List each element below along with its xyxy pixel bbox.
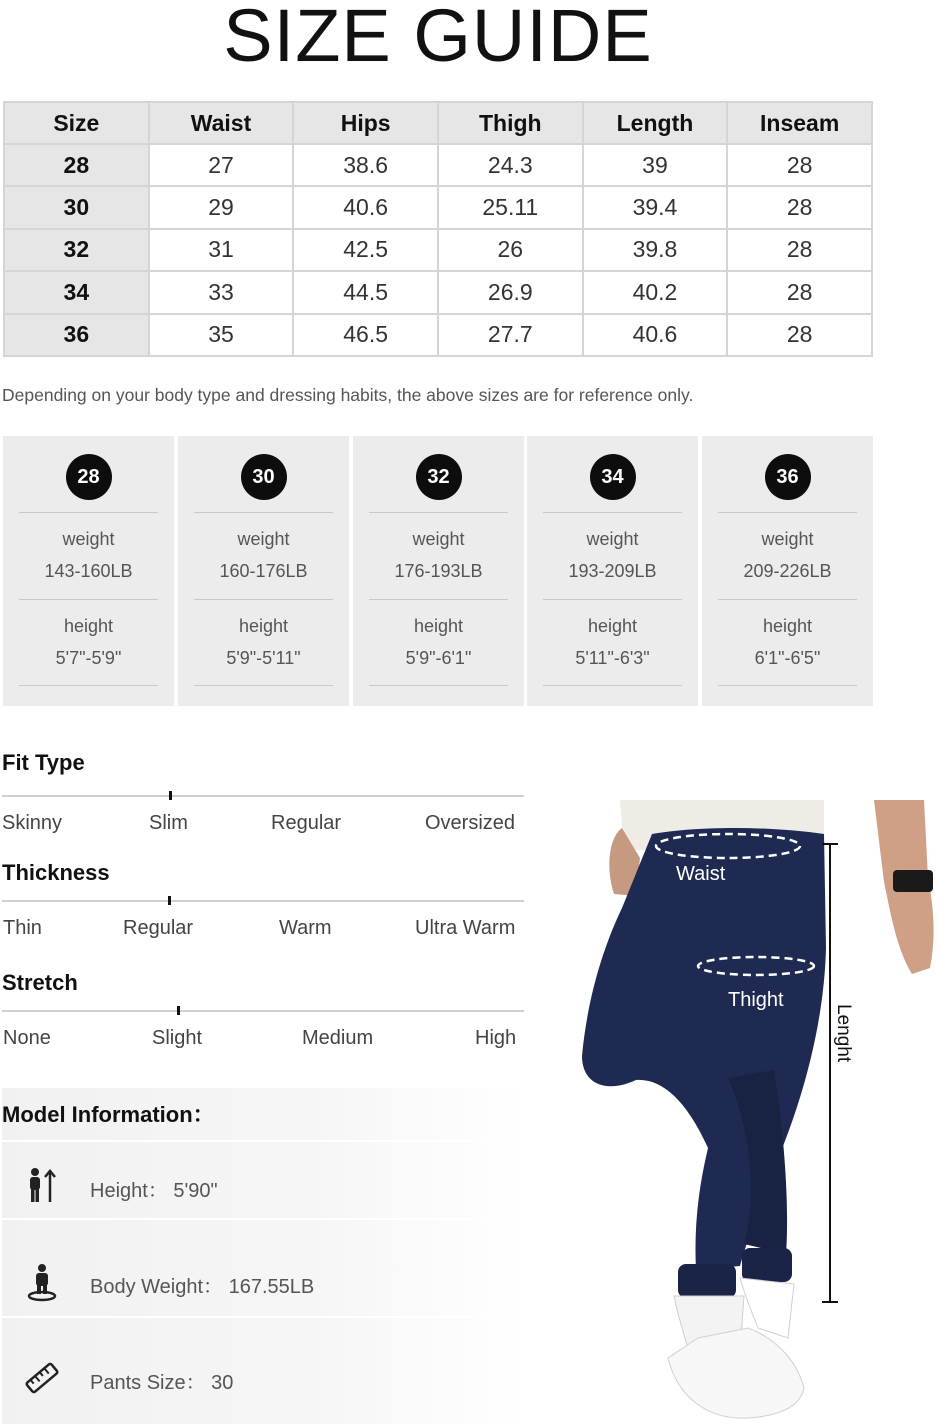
height-value: 5'11"-6'3" bbox=[575, 648, 650, 668]
model-height: Height： 5'90" bbox=[90, 1180, 218, 1202]
table-row bbox=[4, 229, 872, 271]
stretch-marker bbox=[177, 1006, 180, 1015]
table-row bbox=[4, 314, 872, 356]
page-title: SIZE GUIDE bbox=[223, 0, 653, 77]
table-cell: 27 bbox=[149, 144, 294, 186]
size-badge: 34 bbox=[590, 454, 636, 500]
thickness-option: Ultra Warm bbox=[415, 917, 516, 939]
weight-label: weight bbox=[761, 529, 814, 549]
table-cell: 39.4 bbox=[583, 186, 728, 228]
table-cell: 28 bbox=[727, 271, 872, 313]
table-cell: 40.6 bbox=[293, 186, 438, 228]
divider bbox=[718, 512, 857, 513]
column-header: Waist bbox=[149, 102, 294, 144]
table-cell: 35 bbox=[149, 314, 294, 356]
thickness-marker bbox=[168, 896, 171, 905]
size-card bbox=[178, 436, 349, 706]
table-cell: 32 bbox=[4, 229, 149, 271]
table-cell: 40.6 bbox=[583, 314, 728, 356]
fit-type-marker bbox=[169, 791, 172, 800]
table-row bbox=[4, 271, 872, 313]
table-cell: 46.5 bbox=[293, 314, 438, 356]
stretch-option: High bbox=[475, 1027, 517, 1049]
model-info-title: Model Information： bbox=[2, 1102, 215, 1127]
weight-label: weight bbox=[586, 529, 639, 549]
size-card bbox=[702, 436, 873, 706]
table-cell: 31 bbox=[149, 229, 294, 271]
thickness-option: Regular bbox=[123, 917, 194, 939]
column-header: Size bbox=[4, 102, 149, 144]
length-label: Lenght bbox=[833, 1004, 854, 1063]
divider bbox=[2, 1218, 492, 1220]
ruler-icon bbox=[22, 1358, 62, 1398]
table-cell: 24.3 bbox=[438, 144, 583, 186]
weight-label: weight bbox=[237, 529, 290, 549]
size-card bbox=[527, 436, 698, 706]
stretch-title: Stretch bbox=[2, 970, 78, 995]
divider bbox=[19, 685, 158, 686]
table-row bbox=[4, 186, 872, 228]
thigh-label: Thight bbox=[728, 989, 784, 1011]
size-badge: 28 bbox=[66, 454, 112, 500]
divider bbox=[19, 599, 158, 600]
table-cell: 28 bbox=[727, 144, 872, 186]
divider bbox=[2, 1316, 492, 1318]
weight-label: weight bbox=[412, 529, 465, 549]
cuff-shape bbox=[678, 1264, 736, 1298]
body-weight-icon bbox=[22, 1262, 62, 1302]
stretch-option: Medium bbox=[302, 1027, 374, 1049]
weight-value: 143-160LB bbox=[44, 561, 133, 581]
divider bbox=[718, 685, 857, 686]
divider bbox=[369, 685, 508, 686]
divider bbox=[369, 599, 508, 600]
pants-model-photo bbox=[578, 798, 939, 1424]
table-cell: 28 bbox=[727, 186, 872, 228]
divider bbox=[194, 685, 333, 686]
height-label: height bbox=[413, 616, 464, 636]
table-cell: 30 bbox=[4, 186, 149, 228]
fit-type-option: Skinny bbox=[2, 812, 63, 834]
size-card bbox=[353, 436, 524, 706]
thickness-option: Warm bbox=[279, 917, 332, 939]
divider bbox=[194, 512, 333, 513]
table-cell: 28 bbox=[727, 229, 872, 271]
table-cell: 25.11 bbox=[438, 186, 583, 228]
table-cell: 33 bbox=[149, 271, 294, 313]
fit-type-title: Fit Type bbox=[2, 750, 85, 775]
thickness-option: Thin bbox=[3, 917, 42, 939]
size-cards bbox=[3, 436, 875, 707]
height-label: height bbox=[762, 616, 813, 636]
fit-type-option: Regular bbox=[271, 812, 342, 834]
fit-type-option: Oversized bbox=[425, 812, 516, 834]
model-info-panel bbox=[2, 1088, 524, 1424]
fit-type-scale bbox=[2, 795, 524, 797]
divider bbox=[369, 512, 508, 513]
size-badge: 30 bbox=[241, 454, 287, 500]
waist-label: Waist bbox=[676, 863, 726, 885]
table-cell: 27.7 bbox=[438, 314, 583, 356]
stretch-option: None bbox=[3, 1027, 51, 1049]
table-cell: 44.5 bbox=[293, 271, 438, 313]
size-badge: 32 bbox=[416, 454, 462, 500]
table-cell: 40.2 bbox=[583, 271, 728, 313]
size-table bbox=[3, 101, 873, 357]
weight-value: 176-193LB bbox=[394, 561, 483, 581]
size-badge: 36 bbox=[765, 454, 811, 500]
table-cell: 39.8 bbox=[583, 229, 728, 271]
table-cell: 26.9 bbox=[438, 271, 583, 313]
weight-value: 160-176LB bbox=[219, 561, 308, 581]
table-cell: 42.5 bbox=[293, 229, 438, 271]
model-pants-size: Pants Size： 30 bbox=[90, 1372, 234, 1394]
table-cell: 38.6 bbox=[293, 144, 438, 186]
column-header: Hips bbox=[293, 102, 438, 144]
model-body-weight: Body Weight： 167.55LB bbox=[90, 1276, 315, 1298]
divider bbox=[718, 599, 857, 600]
table-cell: 29 bbox=[149, 186, 294, 228]
divider bbox=[2, 1140, 492, 1142]
weight-label: weight bbox=[62, 529, 115, 549]
height-value: 6'1"-6'5" bbox=[754, 648, 821, 668]
height-label: height bbox=[587, 616, 638, 636]
divider bbox=[543, 599, 682, 600]
height-value: 5'7"-5'9" bbox=[55, 648, 122, 668]
table-cell: 39 bbox=[583, 144, 728, 186]
stretch-scale bbox=[2, 1010, 524, 1012]
height-icon bbox=[22, 1166, 62, 1206]
height-value: 5'9"-6'1" bbox=[405, 648, 472, 668]
table-header-row bbox=[4, 102, 872, 144]
divider bbox=[19, 512, 158, 513]
divider bbox=[543, 512, 682, 513]
weight-value: 193-209LB bbox=[568, 561, 657, 581]
table-cell: 28 bbox=[4, 144, 149, 186]
column-header: Thigh bbox=[438, 102, 583, 144]
column-header: Length bbox=[583, 102, 728, 144]
divider bbox=[543, 685, 682, 686]
divider bbox=[194, 599, 333, 600]
fit-type-option: Slim bbox=[149, 812, 188, 834]
table-cell: 28 bbox=[727, 314, 872, 356]
watch-shape bbox=[893, 870, 933, 892]
size-note: Depending on your body type and dressing habits, the above sizes are for reference only. bbox=[2, 385, 694, 405]
weight-value: 209-226LB bbox=[743, 561, 832, 581]
stretch-option: Slight bbox=[152, 1027, 203, 1049]
table-cell: 26 bbox=[438, 229, 583, 271]
table-cell: 36 bbox=[4, 314, 149, 356]
height-value: 5'9"-5'11" bbox=[226, 648, 301, 668]
height-label: height bbox=[63, 616, 114, 636]
column-header: Inseam bbox=[727, 102, 872, 144]
table-row bbox=[4, 144, 872, 186]
height-label: height bbox=[238, 616, 289, 636]
thickness-title: Thickness bbox=[2, 860, 110, 885]
size-card bbox=[3, 436, 174, 706]
thickness-scale bbox=[2, 900, 524, 902]
table-cell: 34 bbox=[4, 271, 149, 313]
